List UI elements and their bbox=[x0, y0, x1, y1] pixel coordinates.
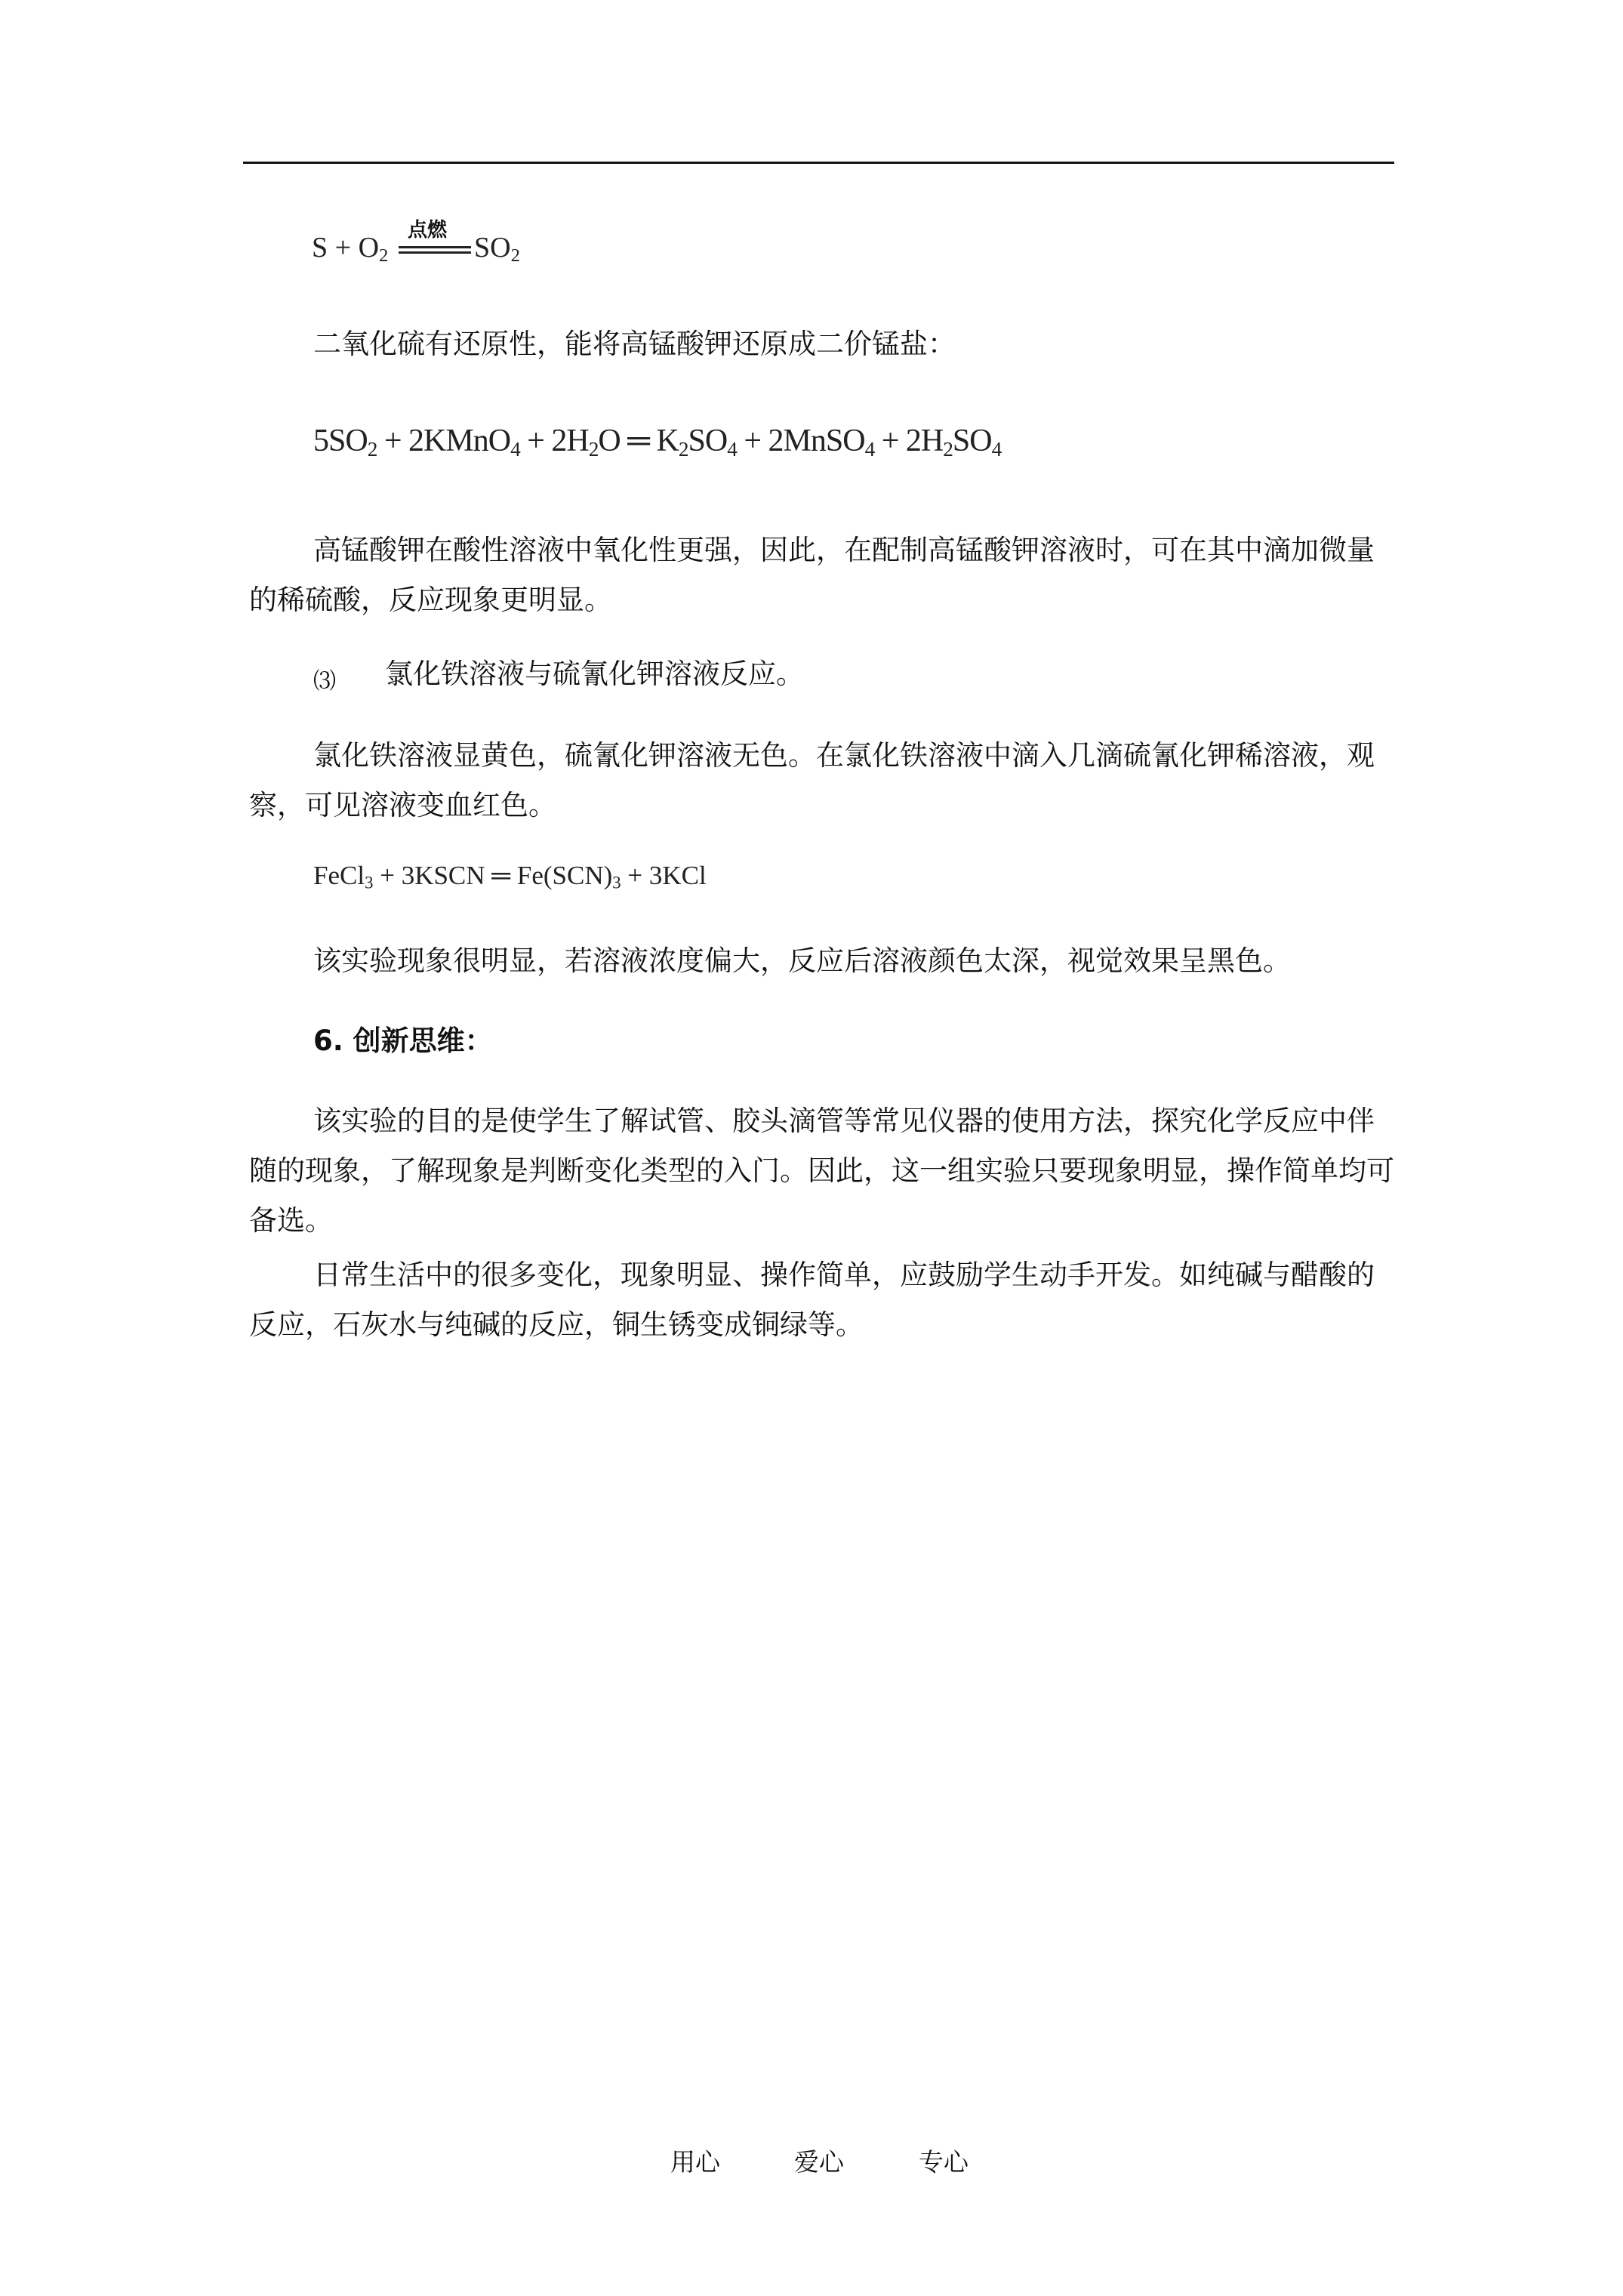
paragraph-experiment-purpose: 该实验的目的是使学生了解试管、胶头滴管等常见仪器的使用方法，探究化学反应中伴随的现象，了解现象是判断变化类型的入门。因此，这一组实验只要现象明显，操作简单均可备选。 bbox=[249, 1105, 1394, 1237]
header-rule bbox=[243, 162, 1394, 164]
item-number: ⑶ bbox=[313, 668, 336, 695]
eq1-rhs: $SO_2$ bbox=[474, 232, 520, 267]
eq1-lhs: $S + O_2$ bbox=[312, 232, 389, 267]
eq1-condition: 点燃 bbox=[408, 219, 448, 242]
item-3-title: 氯化铁溶液与硫氰化钾溶液反应。 bbox=[385, 658, 804, 690]
eq1-double-line bbox=[399, 246, 471, 254]
section-heading-innovative-thinking: 6. 创新思维： bbox=[313, 1025, 493, 1057]
paragraph-fecl3-observation: 氯化铁溶液显黄色，硫氰化钾溶液无色。在氯化铁溶液中滴入几滴硫氰化钾稀溶液，观察，可见溶液变血红色。 bbox=[249, 739, 1375, 821]
footer-yongxin: 用心 bbox=[670, 2147, 720, 2177]
footer-aixin: 爱心 bbox=[794, 2147, 844, 2177]
paragraph-color-too-dark: 该实验现象很明显，若溶液浓度偏大，反应后溶液颜色太深，视觉效果呈黑色。 bbox=[313, 945, 1291, 977]
paragraph-so2-reducing: 二氧化硫有还原性，能将高锰酸钾还原成二价锰盐： bbox=[313, 328, 956, 360]
equation-so2-kmno4: $5SO_2$ + 2KMnO$_4$ + $2H_2O$ ═ $K_2SO_4$ + 2MnSO$_4$ + $2H_2SO_4$ bbox=[313, 424, 1002, 461]
footer-zhuanxin: 专心 bbox=[919, 2147, 969, 2177]
paragraph-kmno4-acidic: 高锰酸钾在酸性溶液中氧化性更强，因此，在配制高锰酸钾溶液时，可在其中滴加微量的稀硫酸，反应现象更明显。 bbox=[249, 534, 1375, 616]
equation-fecl3-kscn: FeCl$_3$ + 3KSCN ═ $Fe(SCN)_3 + 3KCl$ bbox=[313, 861, 707, 892]
paragraph-daily-life: 日常生活中的很多变化，现象明显、操作简单，应鼓励学生动手开发。如纯碱与醋酸的反应，石灰水与纯碱的反应，铜生锈变成铜绿等。 bbox=[249, 1259, 1375, 1341]
